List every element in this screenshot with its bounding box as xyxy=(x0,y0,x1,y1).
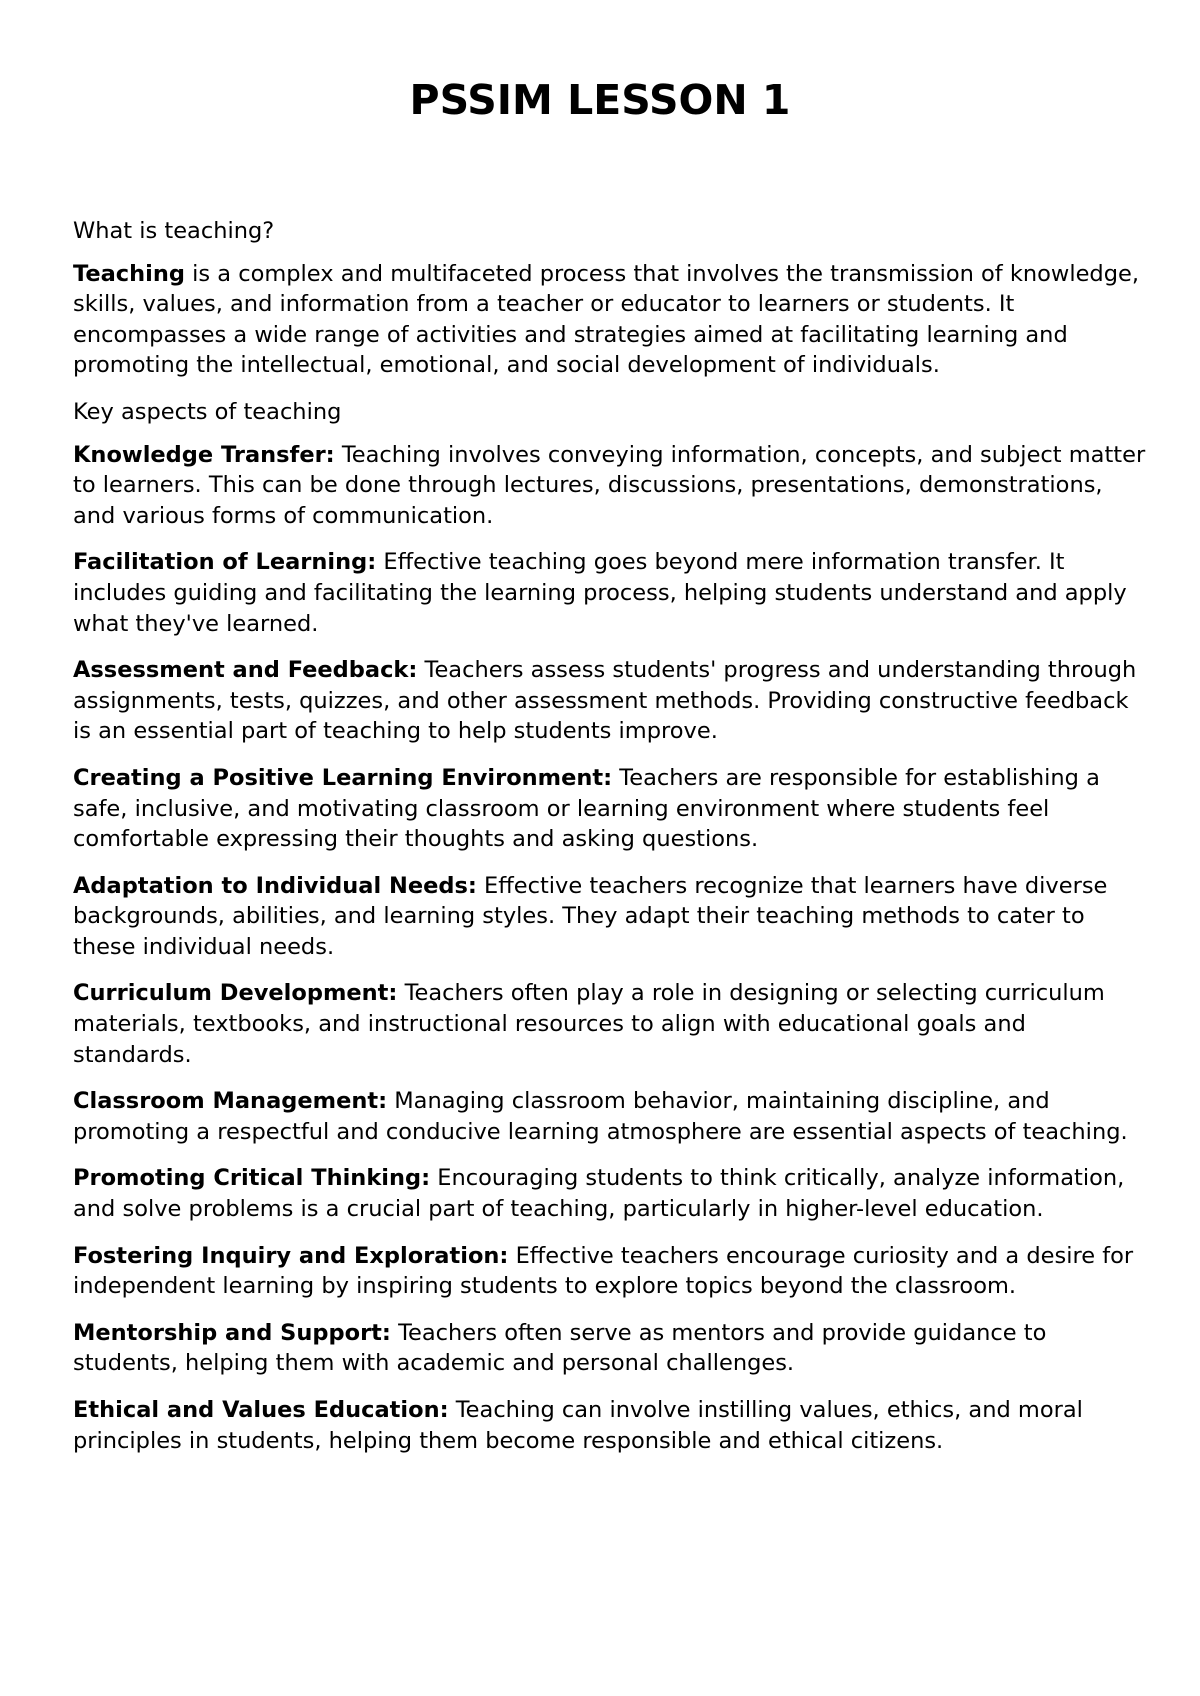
aspect-term: Curriculum Development: xyxy=(73,980,398,1007)
aspect-term: Ethical and Values Education: xyxy=(73,1397,449,1423)
intro-paragraph xyxy=(73,259,1148,381)
aspect-paragraph xyxy=(73,547,1148,639)
aspect-term: Facilitation of Learning: xyxy=(73,549,377,576)
aspect-text: Encouraging students to think critically, analyze information, and solve problems is a crucial part of teaching, particularly in higher-level education. xyxy=(73,1165,1125,1223)
aspect-paragraph xyxy=(73,871,1148,963)
aspect-text: Teachers are responsible for establishing a safe, inclusive, and motivating classroom or learning environment where students feel comfortable expressing their thoughts and asking questions. xyxy=(73,764,1100,853)
document-title: PSSIM LESSON 1 xyxy=(409,76,791,124)
aspect-text: Effective teaching goes beyond mere information transfer. It includes guiding and facilitating the learning process, helping students understand and apply what they've learned. xyxy=(73,549,1127,637)
aspect-text: Managing classroom behavior, maintaining discipline, and promoting a respectful and conducive learning atmosphere are essential aspects of teaching. xyxy=(73,1088,1128,1145)
aspect-text: Effective teachers encourage curiosity and a desire for independent learning by inspiring students to explore topics beyond the classroom. xyxy=(73,1242,1134,1300)
aspect-term: Fostering Inquiry and Exploration: xyxy=(73,1242,509,1269)
aspect-paragraph xyxy=(73,1395,1148,1456)
intro-term: Teaching xyxy=(73,260,185,287)
aspect-term: Mentorship and Support: xyxy=(73,1319,391,1346)
aspect-text: Teachers often play a role in designing or selecting curriculum materials, textbooks, and instructional resources to align with educational goals and standards. xyxy=(73,980,1105,1068)
aspect-text: Teachers assess students' progress and understanding through assignments, tests, quizzes, and other assessment methods. Providing constructive feedback is an essential part of teaching to help students improve. xyxy=(73,657,1137,745)
aspect-term: Classroom Management: xyxy=(73,1088,388,1115)
aspect-text: Teaching can involve instilling values, ethics, and moral principles in students, helping them become responsible and ethical citizens. xyxy=(73,1397,1083,1454)
question-heading: What is teaching? xyxy=(73,218,275,244)
aspect-paragraph xyxy=(73,1241,1148,1302)
aspect-term: Creating a Positive Learning Environment: xyxy=(73,764,613,791)
aspect-paragraph xyxy=(73,1163,1148,1224)
aspect-term: Knowledge Transfer: xyxy=(73,441,335,468)
aspect-text: Teaching involves conveying information, concepts, and subject matter to learners. This can be done through lectures, discussions, presentations, demonstrations, and various forms of communication. xyxy=(73,441,1146,529)
aspects-heading: Key aspects of teaching xyxy=(73,398,342,425)
aspect-text: Teachers often serve as mentors and provide guidance to students, helping them with academic and personal challenges. xyxy=(73,1319,1047,1377)
aspect-paragraph xyxy=(73,1318,1148,1379)
aspect-paragraph xyxy=(73,763,1148,855)
aspect-term: Promoting Critical Thinking: xyxy=(73,1165,431,1192)
aspect-paragraph xyxy=(73,440,1148,532)
aspect-paragraph xyxy=(73,655,1148,747)
document-body xyxy=(73,216,1148,1472)
aspect-term: Assessment and Feedback: xyxy=(73,657,418,684)
aspect-text: Effective teachers recognize that learners have diverse backgrounds, abilities, and learning styles. They adapt their teaching methods to cater to these individual needs. xyxy=(73,872,1108,960)
intro-text: is a complex and multifaceted process that involves the transmission of knowledge, skills, values, and information from a teacher or educator to learners or students. It encompasses a wide range of activities and strategies aimed at facilitating learning and promoting the intellectual, emotional, and social development of individuals. xyxy=(73,260,1139,379)
aspect-term: Adaptation to Individual Needs: xyxy=(73,872,477,899)
aspect-paragraph xyxy=(73,1086,1148,1147)
aspect-paragraph xyxy=(73,978,1148,1070)
